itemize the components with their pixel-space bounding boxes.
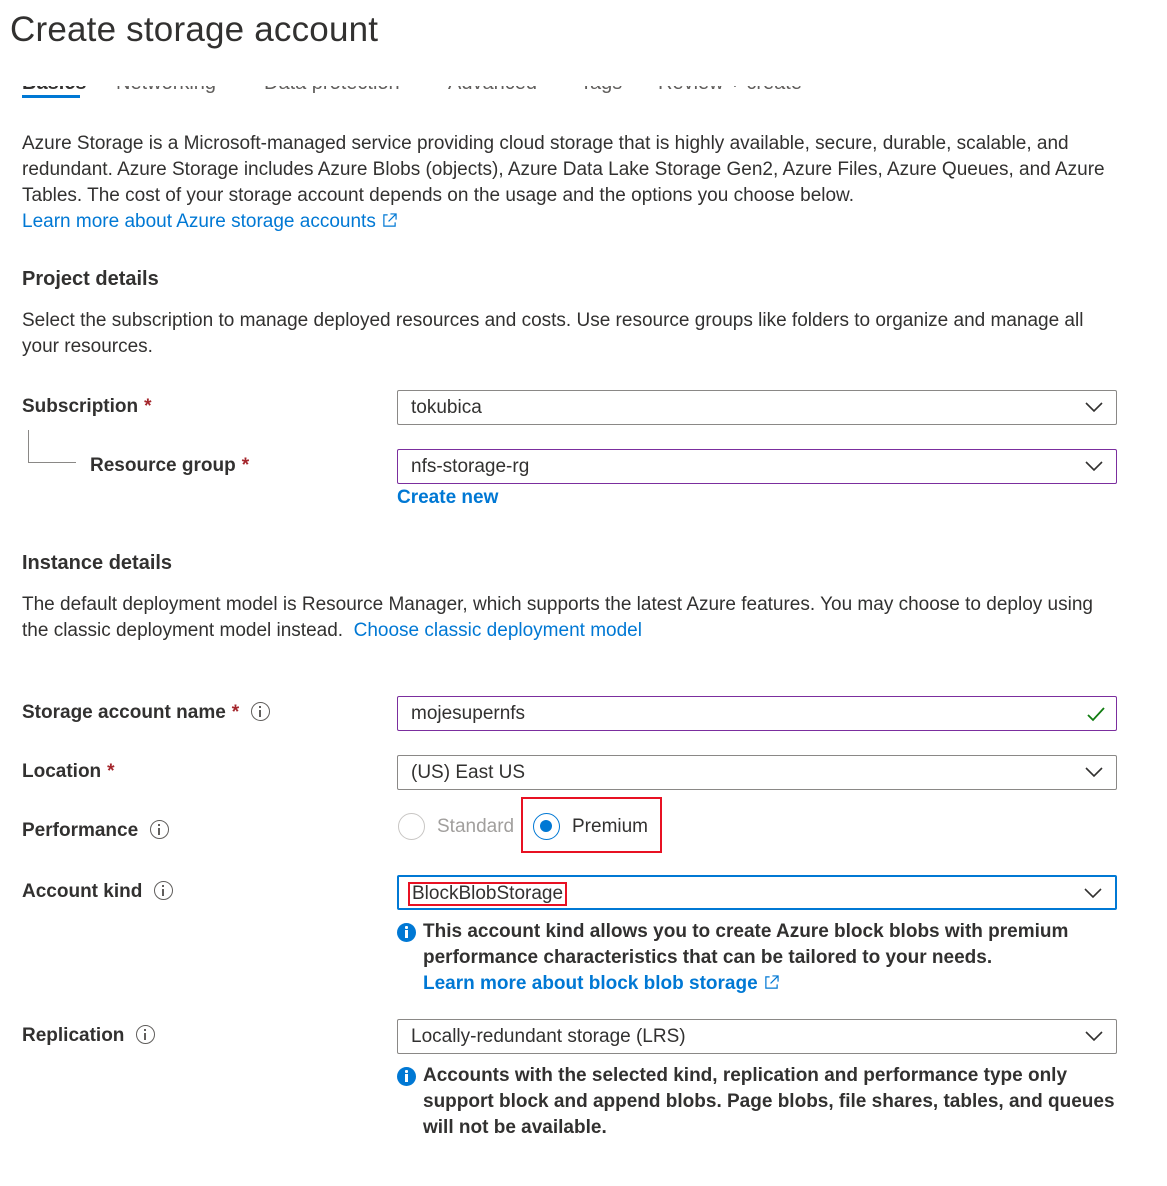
info-icon	[397, 923, 416, 942]
location-value: (US) East US	[411, 762, 526, 783]
resource-group-label-text: Resource group	[90, 455, 236, 476]
tab-mask	[0, 64, 1167, 86]
project-desc-line-1: Select the subscription to manage deployed resources and costs. Use resource groups like folders to organize and manage all	[22, 310, 1084, 331]
resource-group-label	[90, 455, 249, 477]
replication-label-text: Replication	[22, 1025, 125, 1046]
location-dropdown[interactable]	[397, 755, 1117, 790]
replication-info-line-3: will not be available.	[423, 1117, 607, 1138]
required-mark: *	[231, 702, 240, 723]
account-kind-info-line-1: This account kind allows you to create Azure block blobs with premium	[423, 921, 1069, 942]
learn-more-storage-link-text[interactable]: Learn more about Azure storage accounts	[22, 211, 376, 232]
info-icon[interactable]	[150, 820, 169, 839]
radio-standard-label[interactable]: Standard	[437, 816, 515, 837]
instance-desc-line-2-text: the classic deployment model instead.	[22, 620, 344, 641]
info-icon[interactable]	[154, 881, 173, 900]
replication-info-line-2: support block and append blobs. Page blobs, file shares, tables, and queues	[423, 1091, 1115, 1112]
replication-label	[22, 1025, 155, 1047]
required-mark: *	[241, 455, 250, 476]
account-kind-info	[397, 919, 1117, 999]
storage-account-name-input[interactable]	[397, 696, 1117, 731]
chevron-down-icon	[1084, 1029, 1104, 1043]
performance-label-text: Performance	[22, 820, 139, 841]
storage-account-name-value: mojesupernfs	[411, 703, 526, 724]
instance-desc-line-1: The default deployment model is Resource Manager, which supports the latest Azure features. You may choose to deploy using	[22, 594, 1093, 615]
info-icon	[397, 1067, 416, 1086]
info-icon[interactable]	[251, 702, 270, 721]
account-kind-label-text: Account kind	[22, 881, 143, 902]
account-kind-value: BlockBlobStorage	[408, 882, 567, 906]
learn-more-block-blob[interactable]	[423, 971, 779, 997]
subscription-label-text: Subscription	[22, 396, 139, 417]
subscription-value: tokubica	[411, 397, 482, 418]
replication-info-line-1: Accounts with the selected kind, replication and performance type only	[423, 1065, 1068, 1086]
radio-premium-label[interactable]: Premium	[572, 816, 649, 837]
page-title: Create storage account	[10, 10, 379, 49]
chevron-down-icon	[1084, 400, 1104, 414]
learn-more-storage-accounts[interactable]	[22, 209, 397, 235]
replication-dropdown[interactable]	[397, 1019, 1117, 1054]
chevron-down-icon	[1083, 886, 1103, 900]
replication-info	[397, 1063, 1117, 1143]
project-desc-line-2: your resources.	[22, 336, 153, 357]
location-label	[22, 761, 115, 783]
replication-value: Locally-redundant storage (LRS)	[411, 1026, 686, 1047]
chevron-down-icon	[1084, 765, 1104, 779]
account-kind-label	[22, 881, 173, 903]
active-tab-indicator	[22, 95, 80, 98]
external-link-icon	[764, 975, 779, 990]
account-kind-info-line-2: performance characteristics that can be tailored to your needs.	[423, 947, 993, 968]
radio-standard[interactable]	[398, 813, 425, 840]
account-kind-dropdown[interactable]	[397, 875, 1117, 910]
subscription-label	[22, 396, 152, 418]
learn-more-block-blob-link-text[interactable]: Learn more about block blob storage	[423, 973, 758, 994]
info-icon[interactable]	[136, 1025, 155, 1044]
intro-line-3: Tables. The cost of your storage account depends on the usage and the options you choose below.	[22, 185, 855, 206]
classic-deployment-link[interactable]: Choose classic deployment model	[353, 620, 642, 641]
tree-connector	[28, 430, 76, 463]
intro-line-2: redundant. Azure Storage includes Azure Blobs (objects), Azure Data Lake Storage Gen2, Azure Files, Azure Queues, and Azure	[22, 159, 1105, 180]
required-mark: *	[107, 761, 115, 782]
storage-account-name-label-text: Storage account name	[22, 702, 226, 723]
project-details-title: Project details	[22, 268, 159, 290]
resource-group-dropdown[interactable]	[397, 449, 1117, 484]
instance-desc-line-2	[22, 618, 642, 644]
location-label-text: Location	[22, 761, 102, 782]
intro-line-1: Azure Storage is a Microsoft-managed service providing cloud storage that is highly available, secure, durable, scalable, and	[22, 133, 1069, 154]
resource-group-value: nfs-storage-rg	[411, 456, 530, 477]
external-link-icon	[382, 213, 397, 228]
required-mark: *	[144, 396, 152, 417]
checkmark-icon	[1086, 705, 1106, 723]
instance-details-title: Instance details	[22, 552, 173, 574]
create-new-resource-group-link[interactable]: Create new	[397, 487, 499, 508]
highlight-box-premium	[521, 797, 662, 853]
chevron-down-icon	[1084, 459, 1104, 473]
performance-label	[22, 820, 169, 842]
storage-account-name-label	[22, 702, 270, 724]
subscription-dropdown[interactable]	[397, 390, 1117, 425]
